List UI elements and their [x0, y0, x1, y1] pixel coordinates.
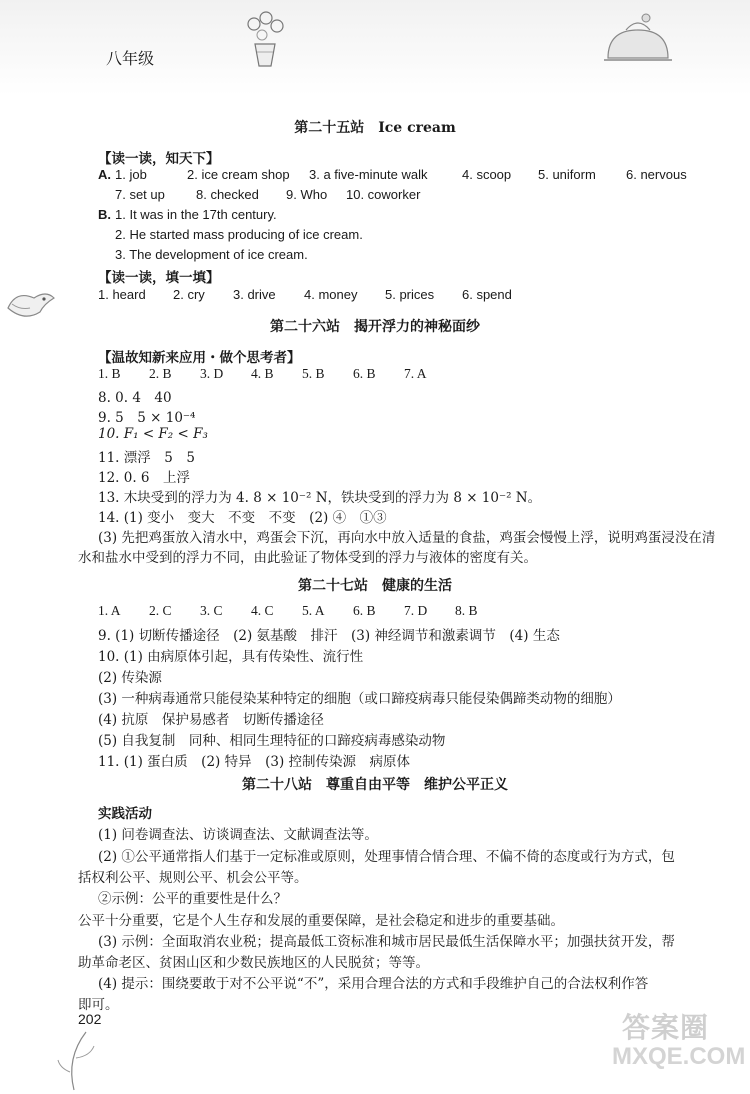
answer-item: 3. D — [200, 366, 224, 381]
teapot-icon — [598, 8, 678, 70]
answer-row-a — [98, 167, 738, 185]
answer-line: 助革命老区、贫困山区和少数民族地区的人民脱贫；等等。 — [78, 955, 429, 971]
answer-item: 4. C — [251, 603, 274, 618]
section-27-title: 第二十七站 健康的生活 — [298, 578, 452, 594]
answer-item: 1. It was in the 17th century. — [115, 207, 277, 222]
answer-line: (4) 抗原 保护易感者 切断传播途径 — [98, 712, 324, 728]
answer-item: 1. B — [98, 366, 121, 381]
watermark-logo: 答案圈 — [622, 1011, 710, 1044]
answer-line: 10. F₁ < F₂ < F₃ — [98, 426, 208, 442]
answer-item: 2. C — [149, 603, 172, 618]
answer-line: 11. (1) 蛋白质 (2) 特异 (3) 控制传染源 病原体 — [98, 754, 411, 770]
answer-item: 6. spend — [462, 287, 512, 302]
answer-item: 5. uniform — [538, 167, 596, 182]
answer-line: 9. (1) 切断传播途径 (2) 氨基酸 排汗 (3) 神经调节和激素调节 (4) 生态 — [98, 628, 560, 644]
answer-line: (2) 传染源 — [98, 670, 162, 686]
answer-line: 公平十分重要，它是个人生存和发展的重要保障，是社会稳定和进步的重要基础。 — [78, 913, 564, 929]
answer-item: 6. B — [353, 366, 376, 381]
answer-item: 2. ice cream shop — [187, 167, 290, 182]
answer-item: 2. He started mass producing of ice cream. — [115, 227, 363, 242]
answer-item: 3. The development of ice cream. — [115, 247, 308, 262]
answer-item: 2. B — [149, 366, 172, 381]
answer-row-1-8 — [98, 603, 558, 621]
answer-item: 8. checked — [196, 187, 259, 202]
answer-item: 7. D — [404, 603, 428, 618]
watermark-url: MXQE.COM — [612, 1043, 746, 1070]
leaf-stem-icon — [56, 1028, 106, 1092]
answer-row-1-7 — [98, 366, 498, 384]
answer-item: 4. B — [251, 366, 274, 381]
fill-answer-row — [98, 287, 698, 305]
answer-line: 9. 5 5 × 10⁻⁴ — [98, 410, 196, 426]
answer-item: 7. A — [404, 366, 427, 381]
answer-item: 3. C — [200, 603, 223, 618]
answer-item: 6. B — [353, 603, 376, 618]
section-28-title: 第二十八站 尊重自由平等 维护公平正义 — [242, 777, 508, 793]
answer-item: 8. B — [455, 603, 478, 618]
answer-item: 3. a five-minute walk — [309, 167, 428, 182]
part-a-label: A. — [98, 167, 111, 182]
section-25-fill-heading: 【读一读，填一填】 — [98, 270, 220, 286]
answer-item: 7. set up — [115, 187, 165, 202]
answer-line: 14. (1) 变小 变大 不变 不变 (2) ④ ①③ — [98, 510, 387, 526]
answer-line: 11. 漂浮 5 5 — [98, 450, 195, 466]
answer-line: 水和盐水中受到的浮力不同，由此验证了物体受到的浮力与液体的密度有关。 — [78, 550, 537, 566]
section-28-heading: 实践活动 — [98, 806, 152, 822]
answer-item: 5. A — [302, 603, 325, 618]
answer-line: 10. (1) 由病原体引起，具有传染性、流行性 — [98, 649, 364, 665]
section-26-title: 第二十六站 揭开浮力的神秘面纱 — [270, 319, 480, 335]
answer-item: 3. drive — [233, 287, 276, 302]
answer-item: 5. B — [302, 366, 325, 381]
part-b-label: B. — [98, 207, 111, 222]
flower-vase-icon — [240, 8, 290, 70]
answer-line: 13. 木块受到的浮力为 4. 8 × 10⁻² N，铁块受到的浮力为 8 × 10⁻² N。 — [98, 490, 542, 506]
answer-item: 5. prices — [385, 287, 435, 302]
answer-line: (2) ①公平通常指人们基于一定标准或原则，处理事情合情合理、不偏不倚的态度或行为方式，包 — [98, 849, 675, 865]
answer-item: 9. Who — [286, 187, 328, 202]
answer-item: 1. A — [98, 603, 121, 618]
answer-line: (3) 一种病毒通常只能侵染某种特定的细胞（或口蹄疫病毒只能侵染偶蹄类动物的细胞） — [98, 691, 621, 707]
section-25-title: 第二十五站 Ice cream — [294, 120, 456, 136]
answer-item: 1. heard — [98, 287, 146, 302]
answer-line: 括权利公平、规则公平、机会公平等。 — [78, 870, 308, 886]
answer-line: (5) 自我复制 同种、相同生理特征的口蹄疫病毒感染动物 — [98, 733, 446, 749]
answer-line: 即可。 — [78, 997, 119, 1013]
grade-label: 八年级 — [106, 49, 155, 68]
page-number: 202 — [78, 1011, 102, 1027]
answer-item: 1. job — [115, 167, 147, 182]
answer-line: 8. 0. 4 40 — [98, 390, 172, 406]
answer-item: 4. money — [304, 287, 358, 302]
answer-line: 12. 0. 6 上浮 — [98, 470, 191, 486]
answer-line: (1) 问卷调查法、访谈调查法、文献调查法等。 — [98, 827, 378, 843]
section-26-heading: 【温故知新来应用・做个思考者】 — [98, 350, 301, 366]
answer-row-a2 — [115, 187, 715, 205]
answer-line: (3) 示例：全面取消农业税；提高最低工资标准和城市居民最低生活保障水平；加强扶贫开发，帮 — [98, 934, 675, 950]
answer-line: (3) 先把鸡蛋放入清水中，鸡蛋会下沉，再向水中放入适量的食盐，鸡蛋会慢慢上浮，说明鸡蛋浸没在清 — [98, 530, 716, 546]
answer-line: ②示例：公平的重要性是什么？ — [98, 891, 287, 907]
section-25-reading-heading: 【读一读，知天下】 — [98, 151, 220, 167]
answer-item: 2. cry — [173, 287, 205, 302]
answer-line: (4) 提示：围绕要敢于对不公平说“不”，采用合理合法的方式和手段维护自己的合法权利作答 — [98, 976, 649, 992]
answer-item: 10. coworker — [346, 187, 421, 202]
answer-item: 4. scoop — [462, 167, 512, 182]
answer-item: 6. nervous — [626, 167, 687, 182]
